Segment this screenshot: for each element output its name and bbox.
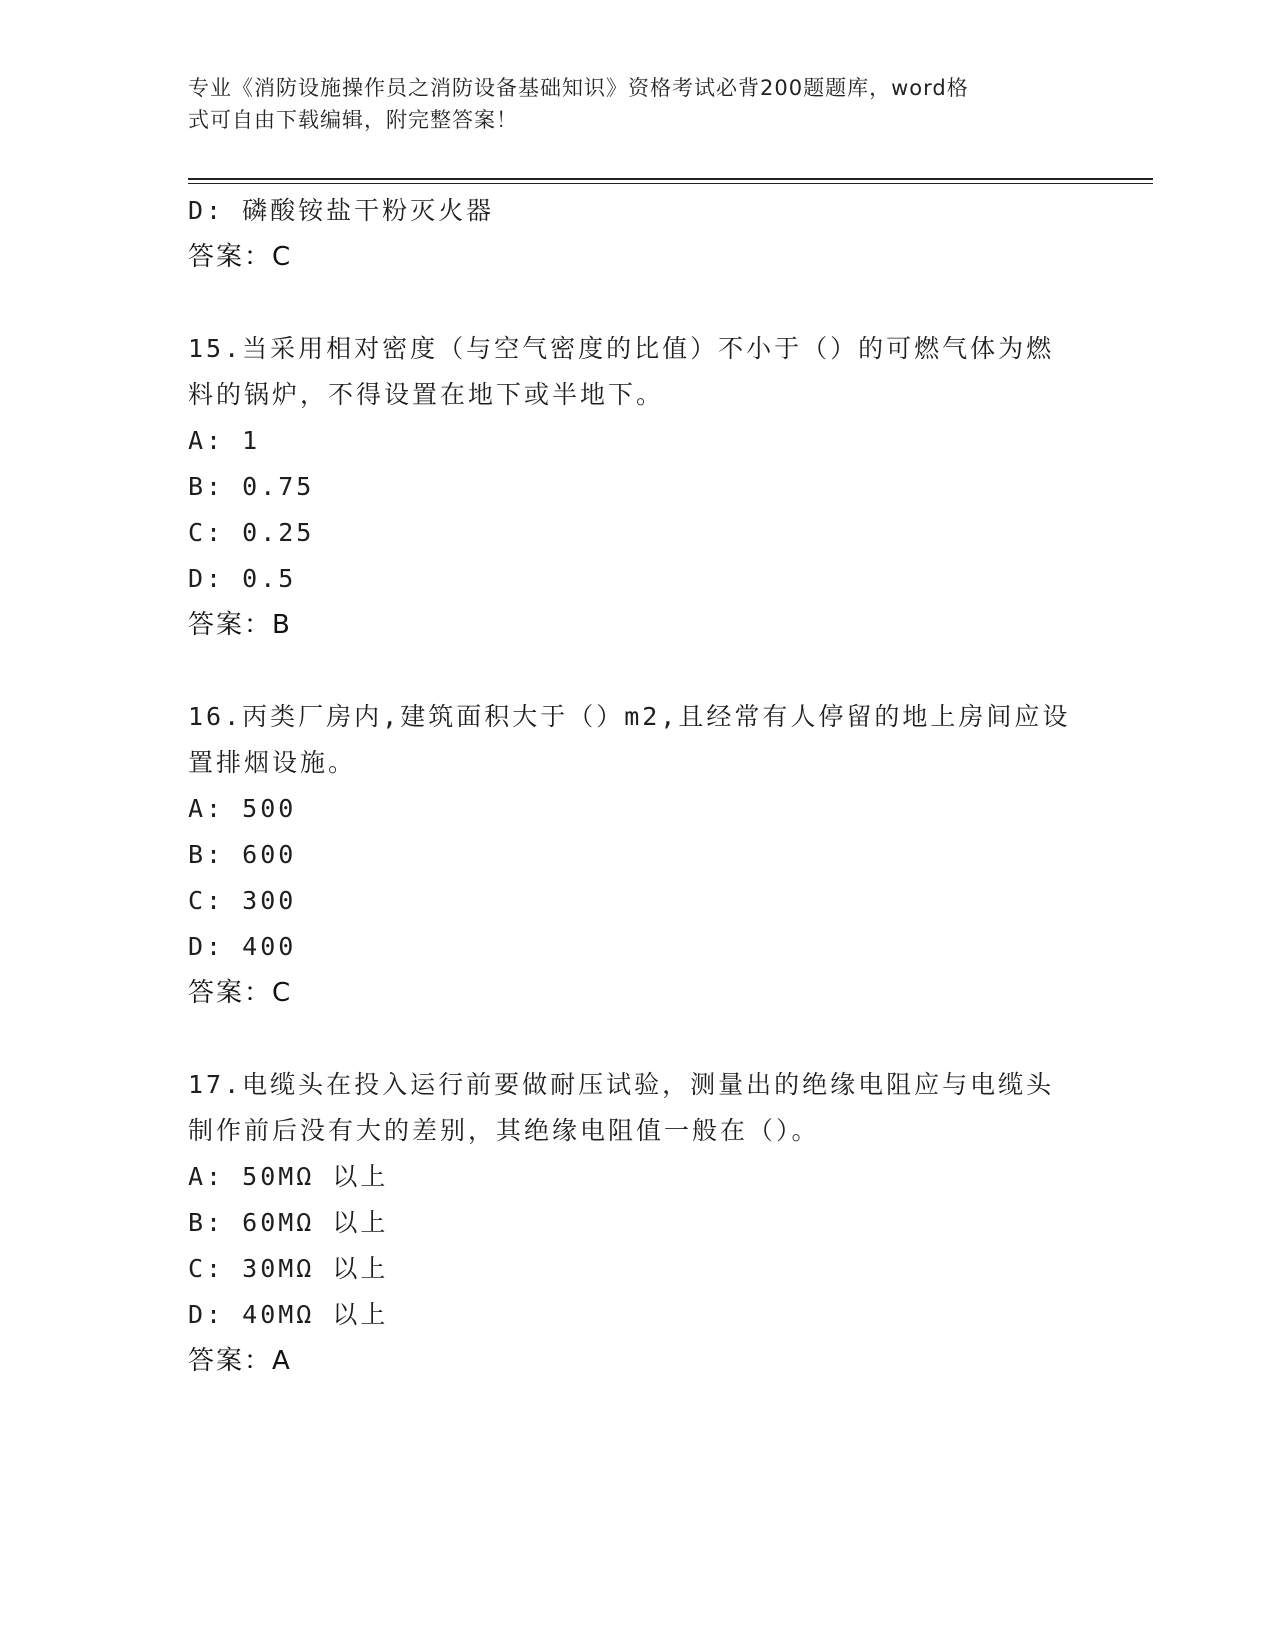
prev-answer: 答案：C	[188, 242, 293, 272]
header-line-1: 专业《消防设施操作员之消防设备基础知识》资格考试必背200题题库，word格	[188, 76, 969, 100]
answer-label: 答案：B	[188, 610, 292, 640]
prev-option-d: D: 磷酸铵盐干粉灭火器	[188, 196, 495, 225]
answer-label: 答案：C	[188, 978, 293, 1008]
option-d: D: 0.5	[188, 564, 297, 593]
spacer	[188, 280, 1088, 326]
option-a: A: 1	[188, 426, 261, 455]
question-stem-line-1: 16.丙类厂房内,建筑面积大于（）m2,且经常有人停留的地上房间应设	[188, 702, 1071, 731]
option-b: B: 0.75	[188, 472, 315, 501]
header-divider-thick	[188, 178, 1153, 180]
spacer	[188, 648, 1088, 694]
question-stem-line-2: 置排烟设施。	[188, 748, 357, 777]
header-divider-thin	[188, 183, 1153, 184]
option-c: C: 0.25	[188, 518, 315, 547]
option-c: C: 300	[188, 886, 297, 915]
spacer	[188, 1016, 1088, 1062]
question-15	[188, 326, 1088, 648]
question-list	[188, 188, 1088, 1384]
question-stem-line-1: 17.电缆头在投入运行前要做耐压试验，测量出的绝缘电阻应与电缆头	[188, 1070, 1055, 1099]
header-line-2: 式可自由下载编辑，附完整答案！	[188, 108, 518, 132]
option-a: A: 50MΩ 以上	[188, 1162, 389, 1191]
answer-label: 答案：A	[188, 1346, 292, 1376]
option-d: D: 40MΩ 以上	[188, 1300, 389, 1329]
option-d: D: 400	[188, 932, 297, 961]
option-b: B: 60MΩ 以上	[188, 1208, 389, 1237]
question-16	[188, 694, 1088, 1016]
question-stem-line-2: 制作前后没有大的差别，其绝缘电阻值一般在（）。	[188, 1116, 820, 1145]
document-header	[188, 72, 1068, 136]
option-a: A: 500	[188, 794, 297, 823]
question-stem-line-1: 15.当采用相对密度（与空气密度的比值）不小于（）的可燃气体为燃	[188, 334, 1055, 363]
option-c: C: 30MΩ 以上	[188, 1254, 389, 1283]
question-17	[188, 1062, 1088, 1384]
question-stem-line-2: 料的锅炉，不得设置在地下或半地下。	[188, 380, 665, 409]
option-b: B: 600	[188, 840, 297, 869]
